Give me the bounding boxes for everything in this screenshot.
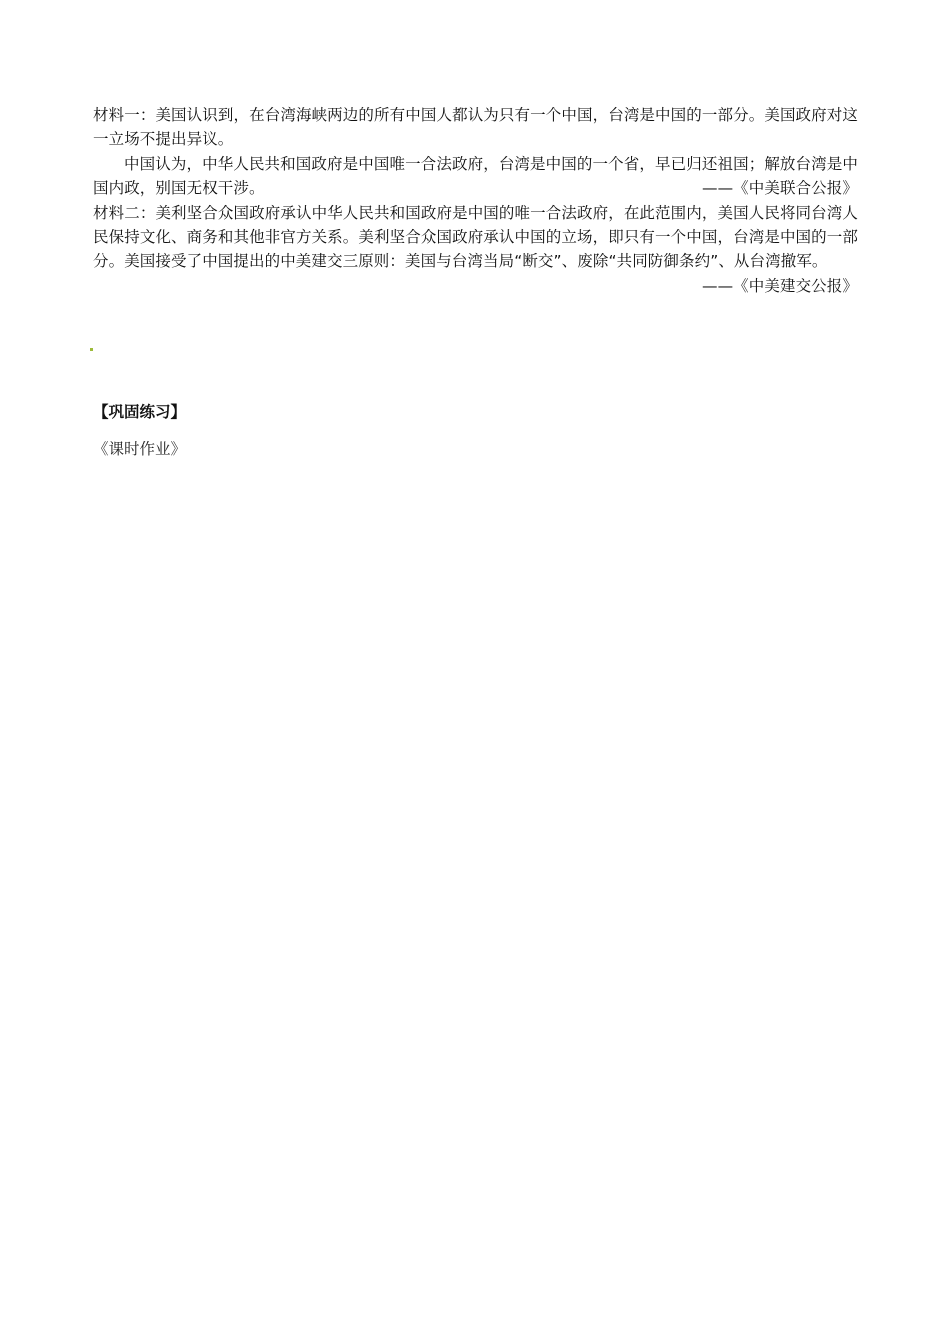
material-two-paragraph: 材料二：美利坚合众国政府承认中华人民共和国政府是中国的唯一合法政府，在此范围内，美国人民将同台湾人民保持文化、商务和其他非官方关系。美利坚合众国政府承认中国的立场，即只有一个中国，台湾是中国的一部分。美国接受了中国提出的中美建交三原则：美国与台湾当局“断交”、废除“共同防御条约”、从台湾撤军。 <box>93 203 858 271</box>
material-one-source: ——《中美联合公报》 <box>701 179 858 198</box>
material-one-paragraph: 材料一：美国认识到，在台湾海峡两边的所有中国人都认为只有一个中国，台湾是中国的一部分。美国政府对这一立场不提出异议。 <box>93 106 858 149</box>
section-heading: 【巩固练习】 <box>93 402 187 421</box>
material-two-source: ——《中美建交公报》 <box>701 276 858 295</box>
section-subheading: 《课时作业》 <box>93 440 187 458</box>
material-one-china-text: 中国认为，中华人民共和国政府是中国唯一合法政府，台湾是中国的一个省，早已归还祖国；解放台湾是中国内政，别国无权干涉。 <box>93 154 858 198</box>
material-one-china-paragraph <box>93 152 858 201</box>
materials-block <box>93 103 858 298</box>
decorative-dot <box>90 348 93 351</box>
